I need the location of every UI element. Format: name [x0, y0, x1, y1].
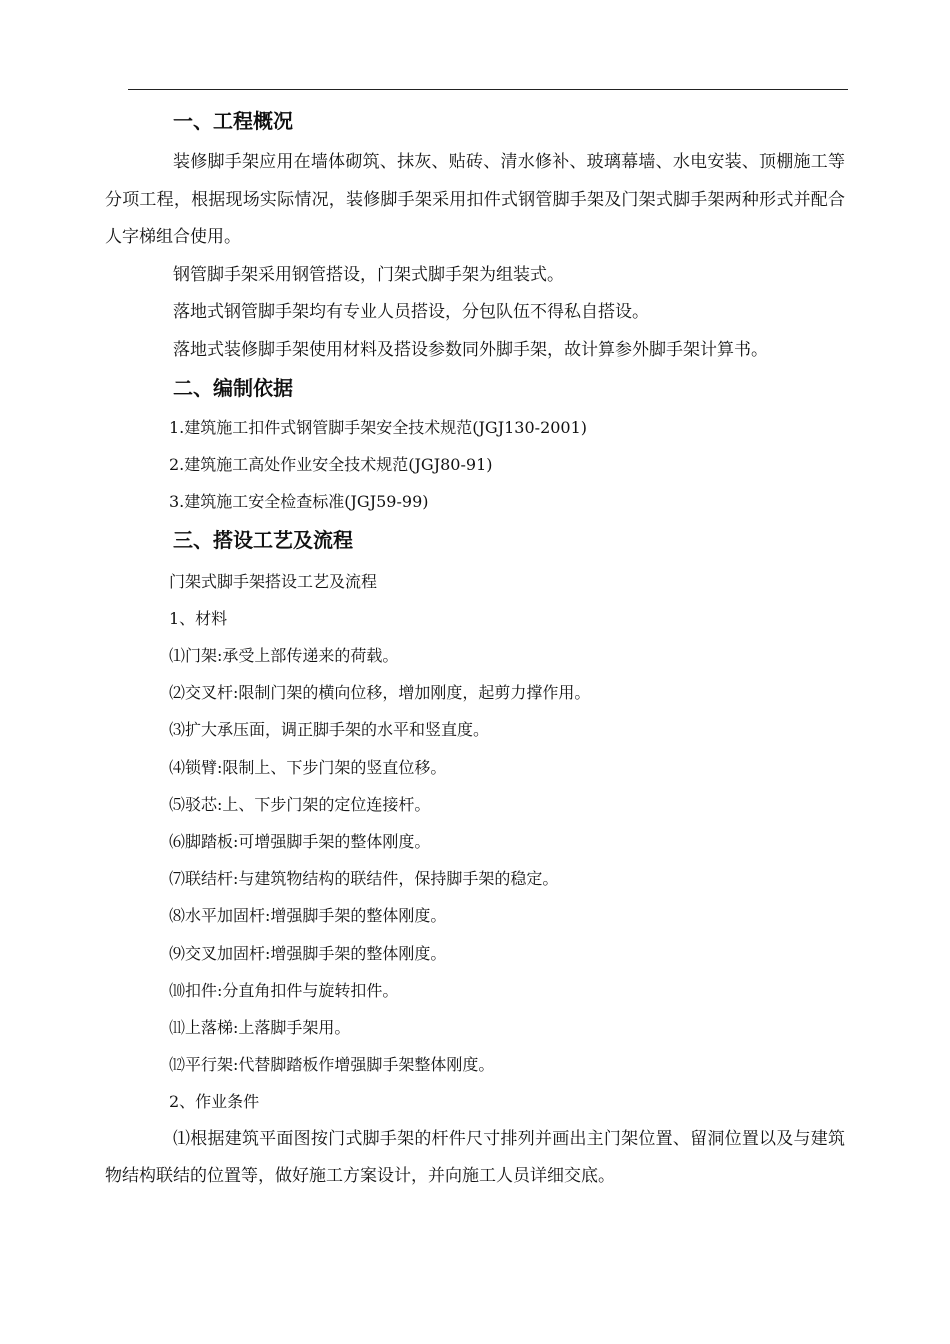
section-heading-overview: 一、工程概况: [173, 109, 293, 133]
material-item: ⑺联结杆:与建筑物结构的联结件，保持脚手架的稳定。: [169, 869, 559, 889]
overview-paragraph-2: 钢管脚手架采用钢管搭设，门架式脚手架为组装式。: [173, 264, 564, 285]
overview-paragraph-1: 装修脚手架应用在墙体砌筑、抹灰、贴砖、清水修补、玻璃幕墙、水电安装、顶棚施工等分项工程，根据现场实际情况，装修脚手架采用扣件式钢管脚手架及门架式脚手架两种形式并配合人字梯组合使用。: [105, 152, 845, 247]
document-body: [105, 102, 845, 1196]
materials-heading: 1、材料: [169, 608, 228, 628]
conditions-paragraph-1: ⑴根据建筑平面图按门式脚手架的杆件尺寸排列并画出主门架位置、留洞位置以及与建筑物结构联结的位置等，做好施工方案设计，并向施工人员详细交底。: [105, 1128, 845, 1187]
material-item: ⑿平行架:代替脚踏板作增强脚手架整体刚度。: [169, 1055, 495, 1075]
material-item: ⑼交叉加固杆:增强脚手架的整体刚度。: [169, 943, 447, 963]
process-subtitle: 门架式脚手架搭设工艺及流程: [169, 571, 378, 591]
material-item: ⑶扩大承压面，调正脚手架的水平和竖直度。: [169, 720, 490, 740]
material-item: ⑽扣件:分直角扣件与旋转扣件。: [169, 980, 399, 1000]
material-item: ⑸驳芯:上、下步门架的定位连接杆。: [169, 794, 431, 814]
section-heading-process: 三、搭设工艺及流程: [173, 527, 353, 552]
conditions-heading: 2、作业条件: [169, 1092, 260, 1112]
overview-paragraph-4: 落地式装修脚手架使用材料及搭设参数同外脚手架，故计算参外脚手架计算书。: [173, 339, 768, 360]
basis-item-3: 3.建筑施工安全检查标准(JGJ59-99): [169, 492, 429, 512]
basis-item-2: 2.建筑施工高处作业安全技术规范(JGJ80-91): [169, 455, 493, 475]
basis-item-1: 1.建筑施工扣件式钢管脚手架安全技术规范(JGJ130-2001): [169, 418, 588, 437]
material-item: ⑹脚踏板:可增强脚手架的整体刚度。: [169, 832, 431, 852]
overview-paragraph-3: 落地式钢管脚手架均有专业人员搭设，分包队伍不得私自搭设。: [173, 302, 649, 322]
material-item: ⑵交叉杆:限制门架的横向位移，增加刚度，起剪力撑作用。: [169, 683, 591, 703]
material-item: ⑻水平加固杆:增强脚手架的整体刚度。: [169, 906, 447, 926]
header-rule: [128, 89, 848, 90]
material-item: ⑴门架:承受上部传递来的荷载。: [169, 646, 399, 666]
section-heading-basis: 二、编制依据: [173, 376, 293, 400]
material-item: ⑷锁臂:限制上、下步门架的竖直位移。: [169, 757, 447, 777]
material-item: ⑾上落梯:上落脚手架用。: [169, 1018, 351, 1038]
